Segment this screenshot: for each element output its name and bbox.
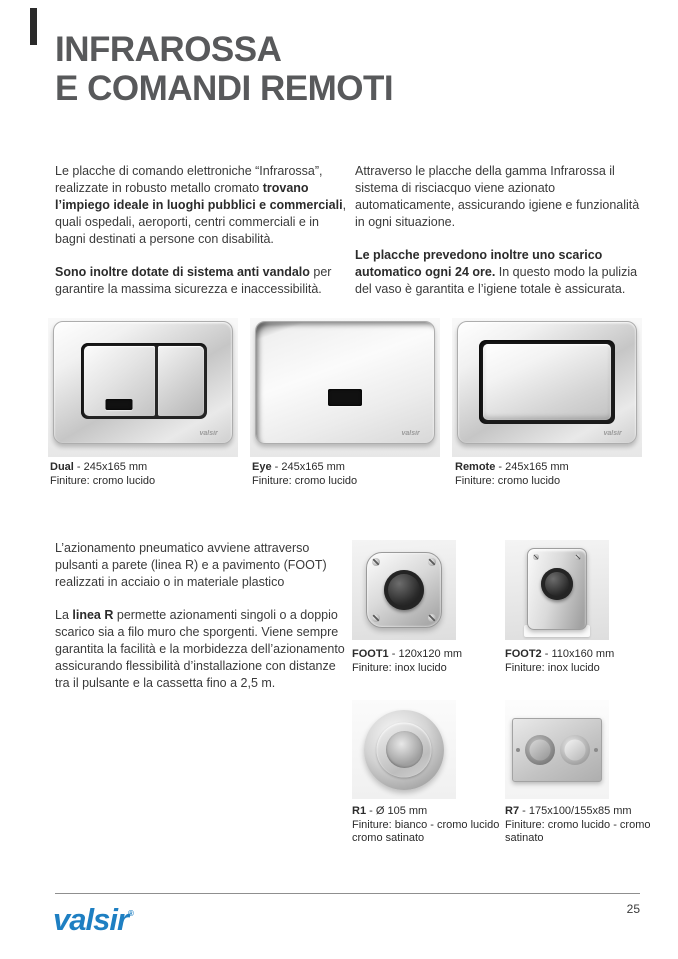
plate-brand-text: valsir (401, 429, 420, 437)
caption-remote (455, 461, 615, 488)
flush-plate-remote (457, 321, 637, 444)
product-photo-foot2 (505, 540, 609, 640)
product-size: - 110x160 mm (544, 648, 615, 660)
foot-pedal-button (384, 570, 424, 610)
product-finish: Finiture: inox lucido (505, 661, 600, 674)
product-size: - 245x165 mm (498, 461, 569, 473)
caption-dual (50, 461, 210, 488)
product-photo-dual (48, 318, 238, 457)
registered-trademark-icon: ® (128, 909, 134, 918)
foot-pedal-button (541, 568, 573, 600)
product-finish: Finiture: cromo lucido - cromo satinato (505, 818, 651, 844)
product-finish: Finiture: cromo lucido (455, 474, 561, 487)
screw-icon (516, 748, 520, 752)
product-size: - 120x120 mm (391, 648, 463, 660)
intro-left-paragraph-1 (55, 163, 347, 248)
product-photo-r1 (352, 700, 456, 799)
screw-icon (533, 554, 539, 560)
intro-left-paragraph-2 (55, 264, 347, 298)
foot2-body (527, 548, 587, 630)
valsir-logo-text: valsir (53, 902, 129, 937)
caption-foot2 (505, 648, 657, 675)
intro-left-p1-normal: Le placche di comando elettroniche “Infrarossa”, realizzate in robusto metallo cromato (55, 164, 323, 195)
page-title-line2: E COMANDI REMOTI (55, 69, 394, 108)
product-finish: Finiture: cromo lucido (252, 474, 358, 487)
product-name: R1 (352, 805, 367, 817)
print-registration-mark (30, 8, 37, 45)
product-photo-r7 (505, 700, 609, 799)
pneumatic-text-block (55, 540, 351, 692)
product-finish: Finiture: cromo lucido (50, 474, 156, 487)
caption-eye (252, 461, 412, 488)
r7-button-left (525, 735, 555, 765)
product-name: Eye (252, 461, 272, 473)
pneumatic-p2-tail: permette azionamenti singoli o a doppio scarico sia a filo muro che sporgenti. Viene sempre garantita la facilità e la morbidezza dell’azionamento assicurando flessibilità d’installazione con distanze tra il pulsante e la cassetta fino a 2,5 m. (55, 608, 345, 690)
plate-button-full (483, 344, 610, 420)
screw-icon (428, 558, 436, 566)
pneumatic-paragraph-1: L’azionamento pneumatico avviene attraverso pulsanti a parete (linea R) e a pavimento (FOOT) realizzati in acciaio o in materiale plastico (55, 541, 327, 589)
product-name: Dual (50, 461, 74, 473)
product-size: - 175x100/155x85 mm (522, 805, 632, 817)
screw-icon (594, 748, 598, 752)
r7-button-right (560, 735, 590, 765)
intro-left-p1-tail: , quali ospedali, aeroporti, centri commerciali e in bagni destinati a persone con disabilità. (55, 198, 347, 246)
product-finish: Finiture: bianco - cromo lucido cromo satinato (352, 818, 500, 844)
product-photo-foot1 (352, 540, 456, 640)
intro-left-p2-bold: Sono inoltre dotate di sistema anti vandalo (55, 265, 310, 279)
page-title (55, 30, 393, 108)
product-photo-eye (250, 318, 440, 457)
ir-sensor-window (106, 399, 133, 410)
screw-icon (575, 554, 581, 560)
intro-left-p2-normal: per garantire la massima sicurezza e inaccessibilità. (55, 265, 332, 296)
plate-button-large (84, 346, 155, 416)
product-name: Remote (455, 461, 496, 473)
product-name: FOOT1 (352, 648, 389, 660)
plate-recess (81, 343, 207, 419)
caption-foot1 (352, 648, 504, 675)
footer-divider (55, 893, 640, 894)
product-size: - 245x165 mm (274, 461, 345, 473)
intro-left-p1-bold: trovano l’impiego ideale in luoghi pubblici e commerciali (55, 181, 343, 212)
intro-column-left (55, 163, 347, 298)
caption-r1 (352, 805, 504, 846)
r7-button-right-cap (564, 739, 585, 760)
page-title-line1: INFRAROSSA (55, 30, 282, 69)
pneumatic-paragraph-2 (55, 607, 351, 692)
intro-column-right (355, 163, 647, 298)
product-size: - 245x165 mm (76, 461, 148, 473)
screw-icon (428, 614, 436, 622)
product-name: FOOT2 (505, 648, 542, 660)
ir-sensor-window (328, 389, 362, 406)
pneumatic-p2-pre: La (55, 608, 73, 622)
intro-right-paragraph-1: Attraverso le placche della gamma Infrarossa il sistema di risciacquo viene azionato automaticamente, assicurando igiene e funzionalità in ogni situazione. (355, 164, 640, 229)
r1-button-center (386, 731, 423, 768)
r7-button-left-cap (530, 739, 551, 760)
flush-plate-dual (53, 321, 233, 444)
intro-right-paragraph-2 (355, 247, 647, 298)
page-number: 25 (626, 902, 640, 916)
product-finish: Finiture: inox lucido (352, 661, 447, 674)
plate-brand-text: valsir (603, 429, 622, 437)
r1-button-mid-ring (377, 722, 432, 777)
screw-icon (372, 558, 380, 566)
plate-brand-text: valsir (199, 429, 218, 437)
product-photo-remote (452, 318, 642, 457)
flush-plate-eye (255, 321, 435, 444)
pneumatic-p2-bold: linea R (72, 608, 114, 622)
intro-right-p2-bold: Le placche prevedono inoltre uno scarico automatico ogni 24 ore. (355, 248, 603, 279)
screw-icon (372, 614, 380, 622)
plate-recess (479, 340, 614, 424)
r1-button-outer-ring (364, 710, 444, 790)
product-name: R7 (505, 805, 520, 817)
foot1-plate (366, 552, 442, 628)
r7-plate (512, 718, 602, 782)
caption-r7 (505, 805, 657, 846)
intro-right-p2-normal: In questo modo la pulizia del vaso è garantita e l’igiene totale è assicurata. (355, 265, 638, 296)
plate-button-small (158, 346, 204, 416)
product-size: - Ø 105 mm (369, 805, 428, 817)
valsir-logo (53, 897, 134, 937)
